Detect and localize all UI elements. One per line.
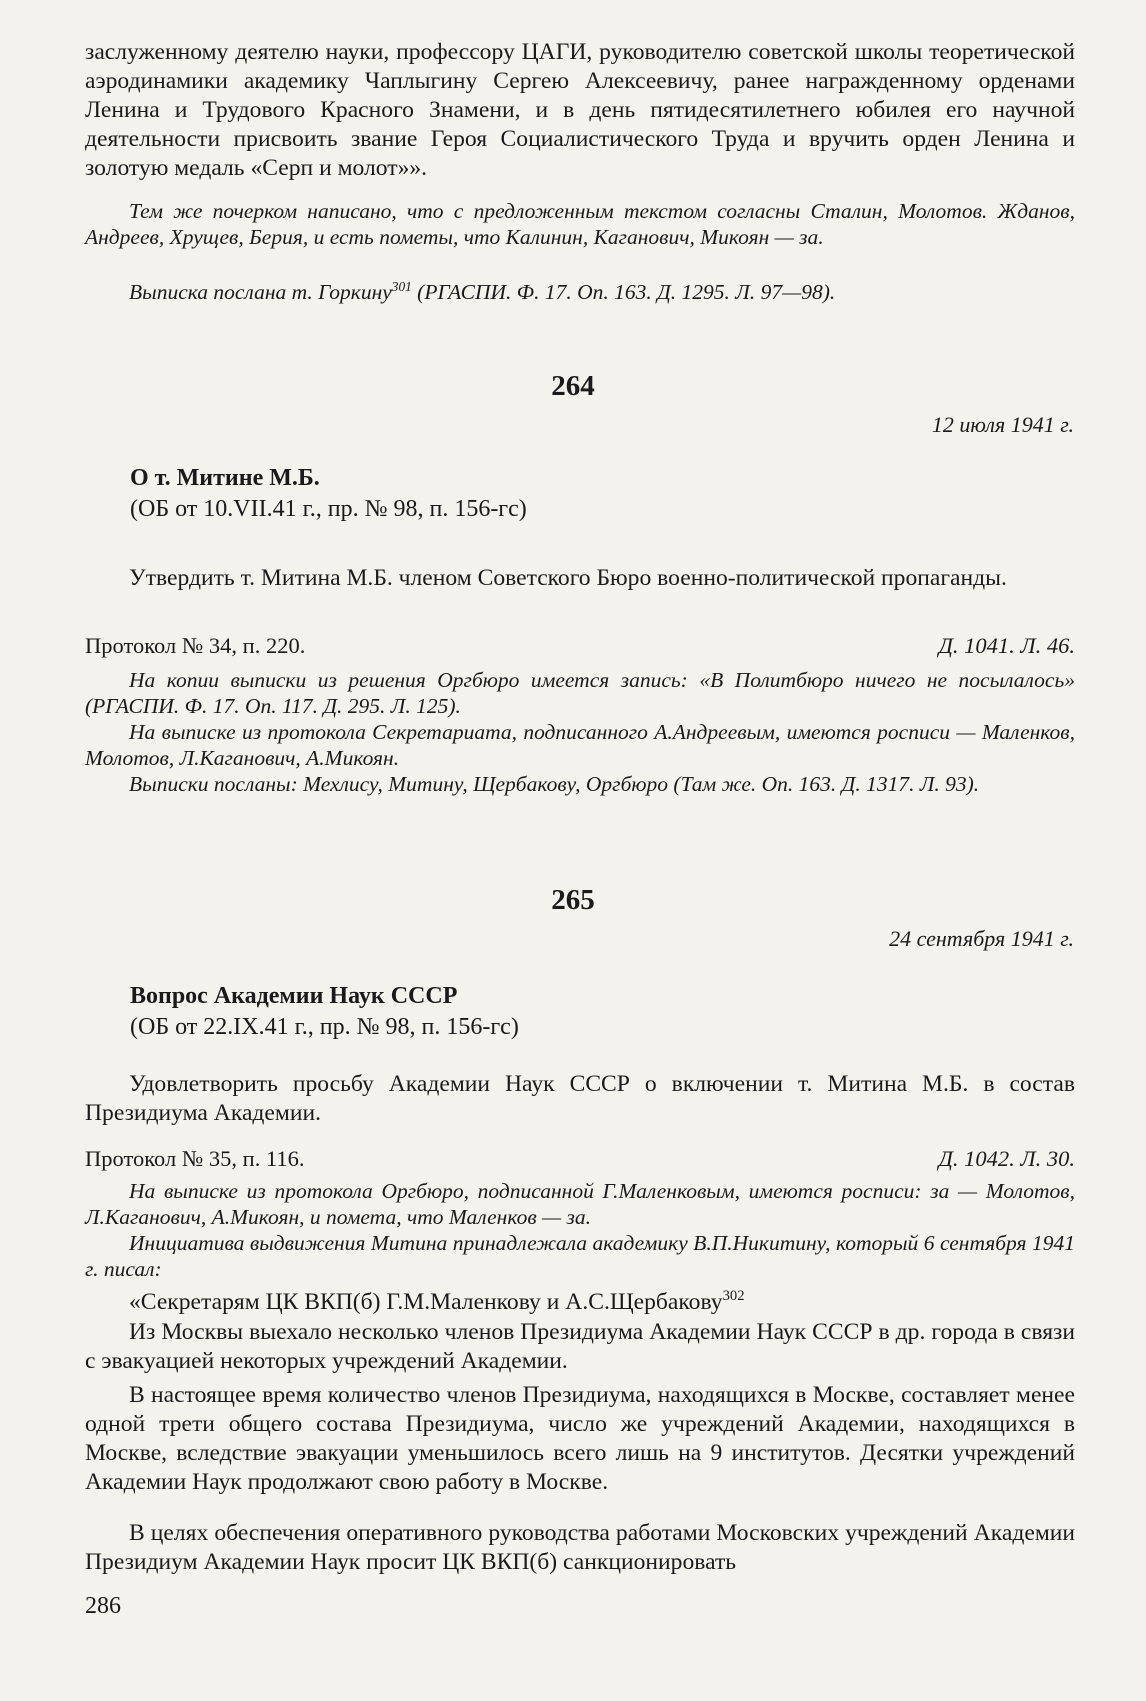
protocol-number: Протокол № 34, п. 220. xyxy=(85,633,306,658)
document-number-265: 265 xyxy=(551,884,595,916)
document-number-264: 264 xyxy=(551,370,595,402)
note-265-1: На выписке из протокола Оргбюро, подписанной Г.Маленковым, имеются росписи: за — Молотов, Л.Каганович, А.Микоян, и помета, что Маленков — за. xyxy=(85,1179,1075,1229)
note-264-2: На выписке из протокола Секретариата, подписанного А.Андреевым, имеются росписи — Маленков, Молотов, Л.Каганович, А.Микоян. xyxy=(85,720,1075,770)
note-265-2: Инициатива выдвижения Митина принадлежала академику В.П.Никитину, который 6 сентября 1941 г. писал: xyxy=(85,1231,1075,1281)
document-subtitle-265: (ОБ от 22.IX.41 г., пр. № 98, п. 156-гс) xyxy=(130,1014,519,1040)
document-title-264: О т. Митине М.Б. xyxy=(130,465,320,491)
letter-paragraph-3: В целях обеспечения оперативного руководства работами Московских учреждений Академии Президиум Академии Наук просит ЦК ВКП(б) санкционировать xyxy=(85,1520,1075,1575)
document-date-265: 24 сентября 1941 г. xyxy=(889,926,1074,951)
letter-paragraph-2: В настоящее время количество членов Президиума, находящихся в Москве, составляет менее одной трети общего состава Президиума, число же учреждений Академии, находящихся в Москве, вследствие эвакуации уменьшилось всего лишь на 9 институтов. Десятки учреждений Академии Наук продолжают свою работу в Москве. xyxy=(85,1382,1075,1495)
document-subtitle-264: (ОБ от 10.VII.41 г., пр. № 98, п. 156-гс) xyxy=(130,496,527,522)
archive-ref: Д. 1041. Л. 46. xyxy=(938,633,1075,658)
note-264-3: Выписки посланы: Мехлису, Митину, Щербакову, Оргбюро (Там же. Оп. 163. Д. 1317. Л. 93). xyxy=(129,772,980,796)
archive-ref: Д. 1042. Л. 30. xyxy=(938,1146,1075,1171)
document-text-265: Удовлетворить просьбу Академии Наук СССР о включении т. Митина М.Б. в состав Президиума Академии. xyxy=(85,1071,1075,1126)
intro-note-sent: Выписка послана т. Горкину$^{301}$ (РГАСПИ. Ф. 17. Оп. 163. Д. 1295. Л. 97—98). xyxy=(129,278,836,304)
intro-note-signatures: Тем же почерком написано, что с предложенным текстом согласны Сталин, Молотов. Жданов, Андреев, Хрущев, Берия, и есть пометы, что Калинин, Каганович, Микоян — за. xyxy=(85,199,1075,249)
document-text-264: Утвердить т. Митина М.Б. членом Советского Бюро военно-политической пропаганды. xyxy=(129,565,1007,591)
protocol-line-265 xyxy=(85,1146,1075,1172)
protocol-number: Протокол № 35, п. 116. xyxy=(85,1146,305,1171)
document-title-265: Вопрос Академии Наук СССР xyxy=(130,983,458,1009)
document-date-264: 12 июля 1941 г. xyxy=(931,412,1074,437)
letter-heading: «Секретарям ЦК ВКП(б) Г.М.Маленкову и А.С.Щербакову$^{302}$ xyxy=(129,1288,745,1315)
page-number: 286 xyxy=(85,1593,121,1619)
letter-paragraph-1: Из Москвы выехало несколько членов Президиума Академии Наук СССР в др. города в связи с эвакуацией некоторых учреждений Академии. xyxy=(85,1319,1075,1374)
protocol-line-264 xyxy=(85,633,1075,659)
note-264-1: На копии выписки из решения Оргбюро имеется запись: «В Политбюро ничего не посылалось» (РГАСПИ. Ф. 17. Оп. 117. Д. 295. Л. 125). xyxy=(85,668,1075,718)
intro-paragraph: заслуженному деятелю науки, профессору ЦАГИ, руководителю советской школы теоретической аэродинамики академику Чаплыгину Сергею Алексеевичу, ранее награжденному орденами Ленина и Трудового Красного Знамени, и в день пятидесятилетнего юбилея его научной деятельности присвоить звание Героя Социалистического Труда и вручить орден Ленина и золотую медаль «Серп и молот»». xyxy=(85,39,1075,181)
